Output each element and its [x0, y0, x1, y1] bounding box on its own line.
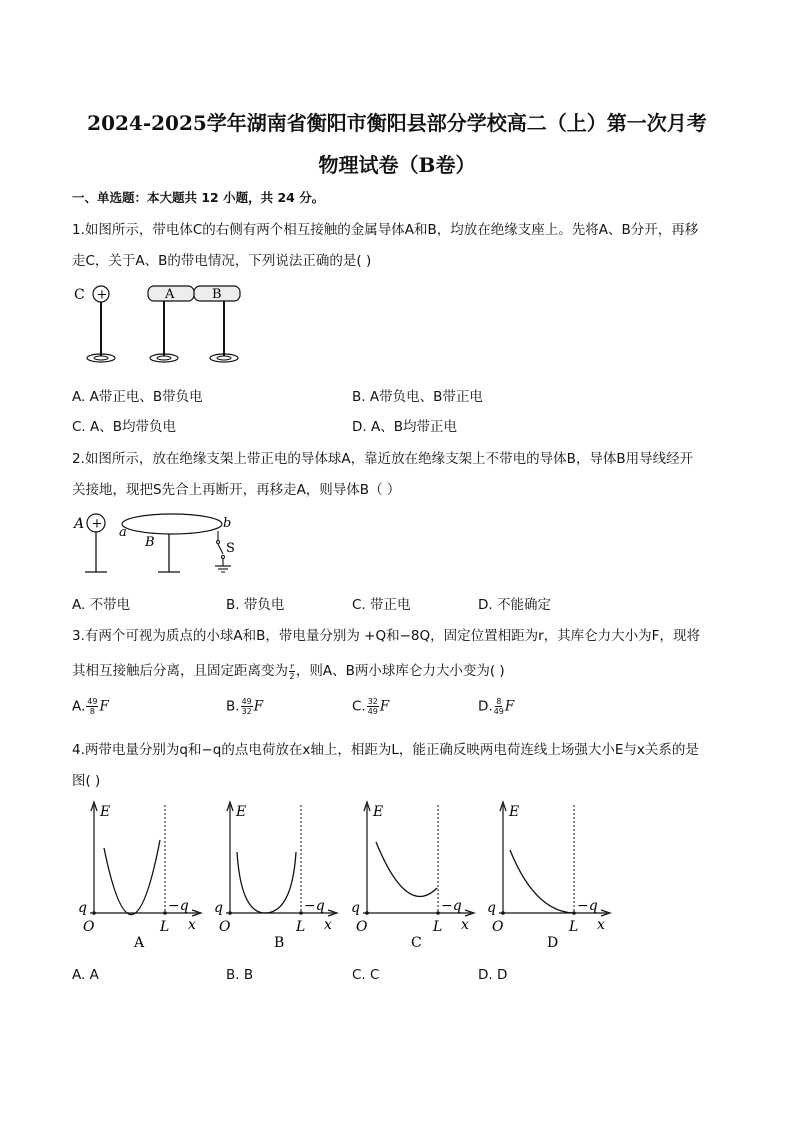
q1-option-b[interactable]: B. A带负电、B带正电	[352, 389, 483, 405]
svg-text:E: E	[509, 804, 520, 820]
q2-label-b-end: b	[223, 516, 232, 531]
q1-option-c[interactable]: C. A、B均带负电	[72, 419, 177, 435]
svg-text:q: q	[351, 900, 360, 916]
q4-graph-c	[349, 800, 479, 950]
q4-graph-b-name: B	[274, 935, 285, 951]
svg-text:E: E	[100, 804, 111, 820]
svg-text:E: E	[236, 804, 247, 820]
q4-graph-c-name: C	[411, 935, 422, 951]
q3-text-line2: 其相互接触后分离，且固定距离变为 $\frac{r}{2}$ ，则A、B两小球库仑力大小变为( )	[72, 661, 505, 681]
q3-option-a[interactable]: A. $\frac{49}{8}$ F	[72, 697, 109, 716]
svg-text:L: L	[569, 919, 579, 935]
q2-label-a: A	[74, 516, 85, 532]
q2-option-b[interactable]: B. 带负电	[226, 597, 285, 613]
q2-conductor-b	[122, 514, 222, 534]
q1-label-b: B	[212, 287, 222, 302]
q4-option-d[interactable]: D. D	[478, 967, 508, 983]
svg-text:q: q	[214, 900, 223, 916]
q4-graph-d	[485, 800, 615, 950]
q1-label-a: A	[165, 287, 175, 302]
svg-text:x: x	[188, 917, 196, 933]
q1-plus-sign: +	[96, 287, 108, 303]
q1-label-c: C	[74, 287, 85, 303]
svg-text:q: q	[487, 900, 496, 916]
q3-option-d[interactable]: D. $\frac{8}{49}$ F	[478, 697, 515, 716]
svg-text:E: E	[373, 804, 384, 820]
q3-option-b[interactable]: B. $\frac{49}{32}$ F	[226, 697, 264, 716]
q4-curve-b	[237, 852, 296, 913]
q2-option-d[interactable]: D. 不能确定	[478, 597, 551, 613]
svg-text:L: L	[296, 919, 306, 935]
q4-curve-a	[104, 840, 160, 915]
svg-text:x: x	[324, 917, 332, 933]
q4-graph-d-name: D	[547, 935, 559, 951]
q4-text-line2: 图( )	[72, 773, 101, 789]
svg-text:−q: −q	[304, 898, 325, 914]
q4-curve-c	[376, 842, 437, 896]
svg-text:−q: −q	[168, 898, 189, 914]
page-title: 2024-2025学年湖南省衡阳市衡阳县部分学校高二（上）第一次月考	[87, 111, 707, 135]
svg-text:L: L	[433, 919, 443, 935]
svg-text:q: q	[78, 900, 87, 916]
q4-graph-b	[212, 800, 342, 950]
q1-figure	[72, 284, 262, 366]
q4-option-a[interactable]: A. A	[72, 967, 99, 983]
q4-text-line1: 4.两带电量分别为q和−q的点电荷放在x轴上，相距为L，能正确反映两电荷连线上场强大小E与x关系的是	[72, 742, 699, 758]
q3-text-line1: 3.有两个可视为质点的小球A和B，带电量分别为 +Q和−8Q，固定位置相距为r，其库仑力大小为F，现将	[72, 628, 700, 644]
page-subtitle: 物理试卷（B卷）	[318, 153, 476, 177]
svg-text:−q: −q	[441, 898, 462, 914]
q2-plus-sign: +	[91, 516, 103, 532]
svg-text:O: O	[492, 919, 504, 935]
q2-text-line1: 2.如图所示，放在绝缘支架上带正电的导体球A，靠近放在绝缘支架上不带电的导体B，导体B用导线经开	[72, 451, 694, 467]
q3-option-c[interactable]: C. $\frac{32}{49}$ F	[352, 697, 390, 716]
q4-graph-a	[76, 800, 206, 950]
svg-text:O: O	[356, 919, 368, 935]
svg-text:x: x	[597, 917, 605, 933]
svg-text:O: O	[219, 919, 231, 935]
svg-text:x: x	[461, 917, 469, 933]
svg-text:−q: −q	[577, 898, 598, 914]
q2-switch	[218, 544, 223, 554]
q2-label-b: B	[145, 535, 155, 550]
svg-text:L: L	[160, 919, 170, 935]
q4-graph-a-name: A	[134, 935, 145, 951]
q2-text-line2: 关接地，现把S先合上再断开，再移走A，则导体B（ ）	[72, 482, 401, 498]
q4-option-b[interactable]: B. B	[226, 967, 254, 983]
q1-option-a[interactable]: A. A带正电、B带负电	[72, 389, 203, 405]
q1-option-d[interactable]: D. A、B均带正电	[352, 419, 457, 435]
q4-curve-d	[510, 850, 574, 913]
q2-label-a-end: a	[119, 525, 127, 540]
q2-label-s: S	[226, 541, 235, 556]
section-heading: 一、单选题：本大题共 12 小题，共 24 分。	[72, 190, 325, 205]
q2-option-a[interactable]: A. 不带电	[72, 597, 131, 613]
q1-text-line2: 走C，关于A、B的带电情况，下列说法正确的是( )	[72, 253, 372, 269]
q1-text-line1: 1.如图所示，带电体C的右侧有两个相互接触的金属导体A和B，均放在绝缘支座上。先将A、B分开，再移	[72, 222, 699, 238]
q4-option-c[interactable]: C. C	[352, 967, 380, 983]
q2-option-c[interactable]: C. 带正电	[352, 597, 411, 613]
svg-text:O: O	[83, 919, 95, 935]
q2-figure	[72, 510, 247, 578]
